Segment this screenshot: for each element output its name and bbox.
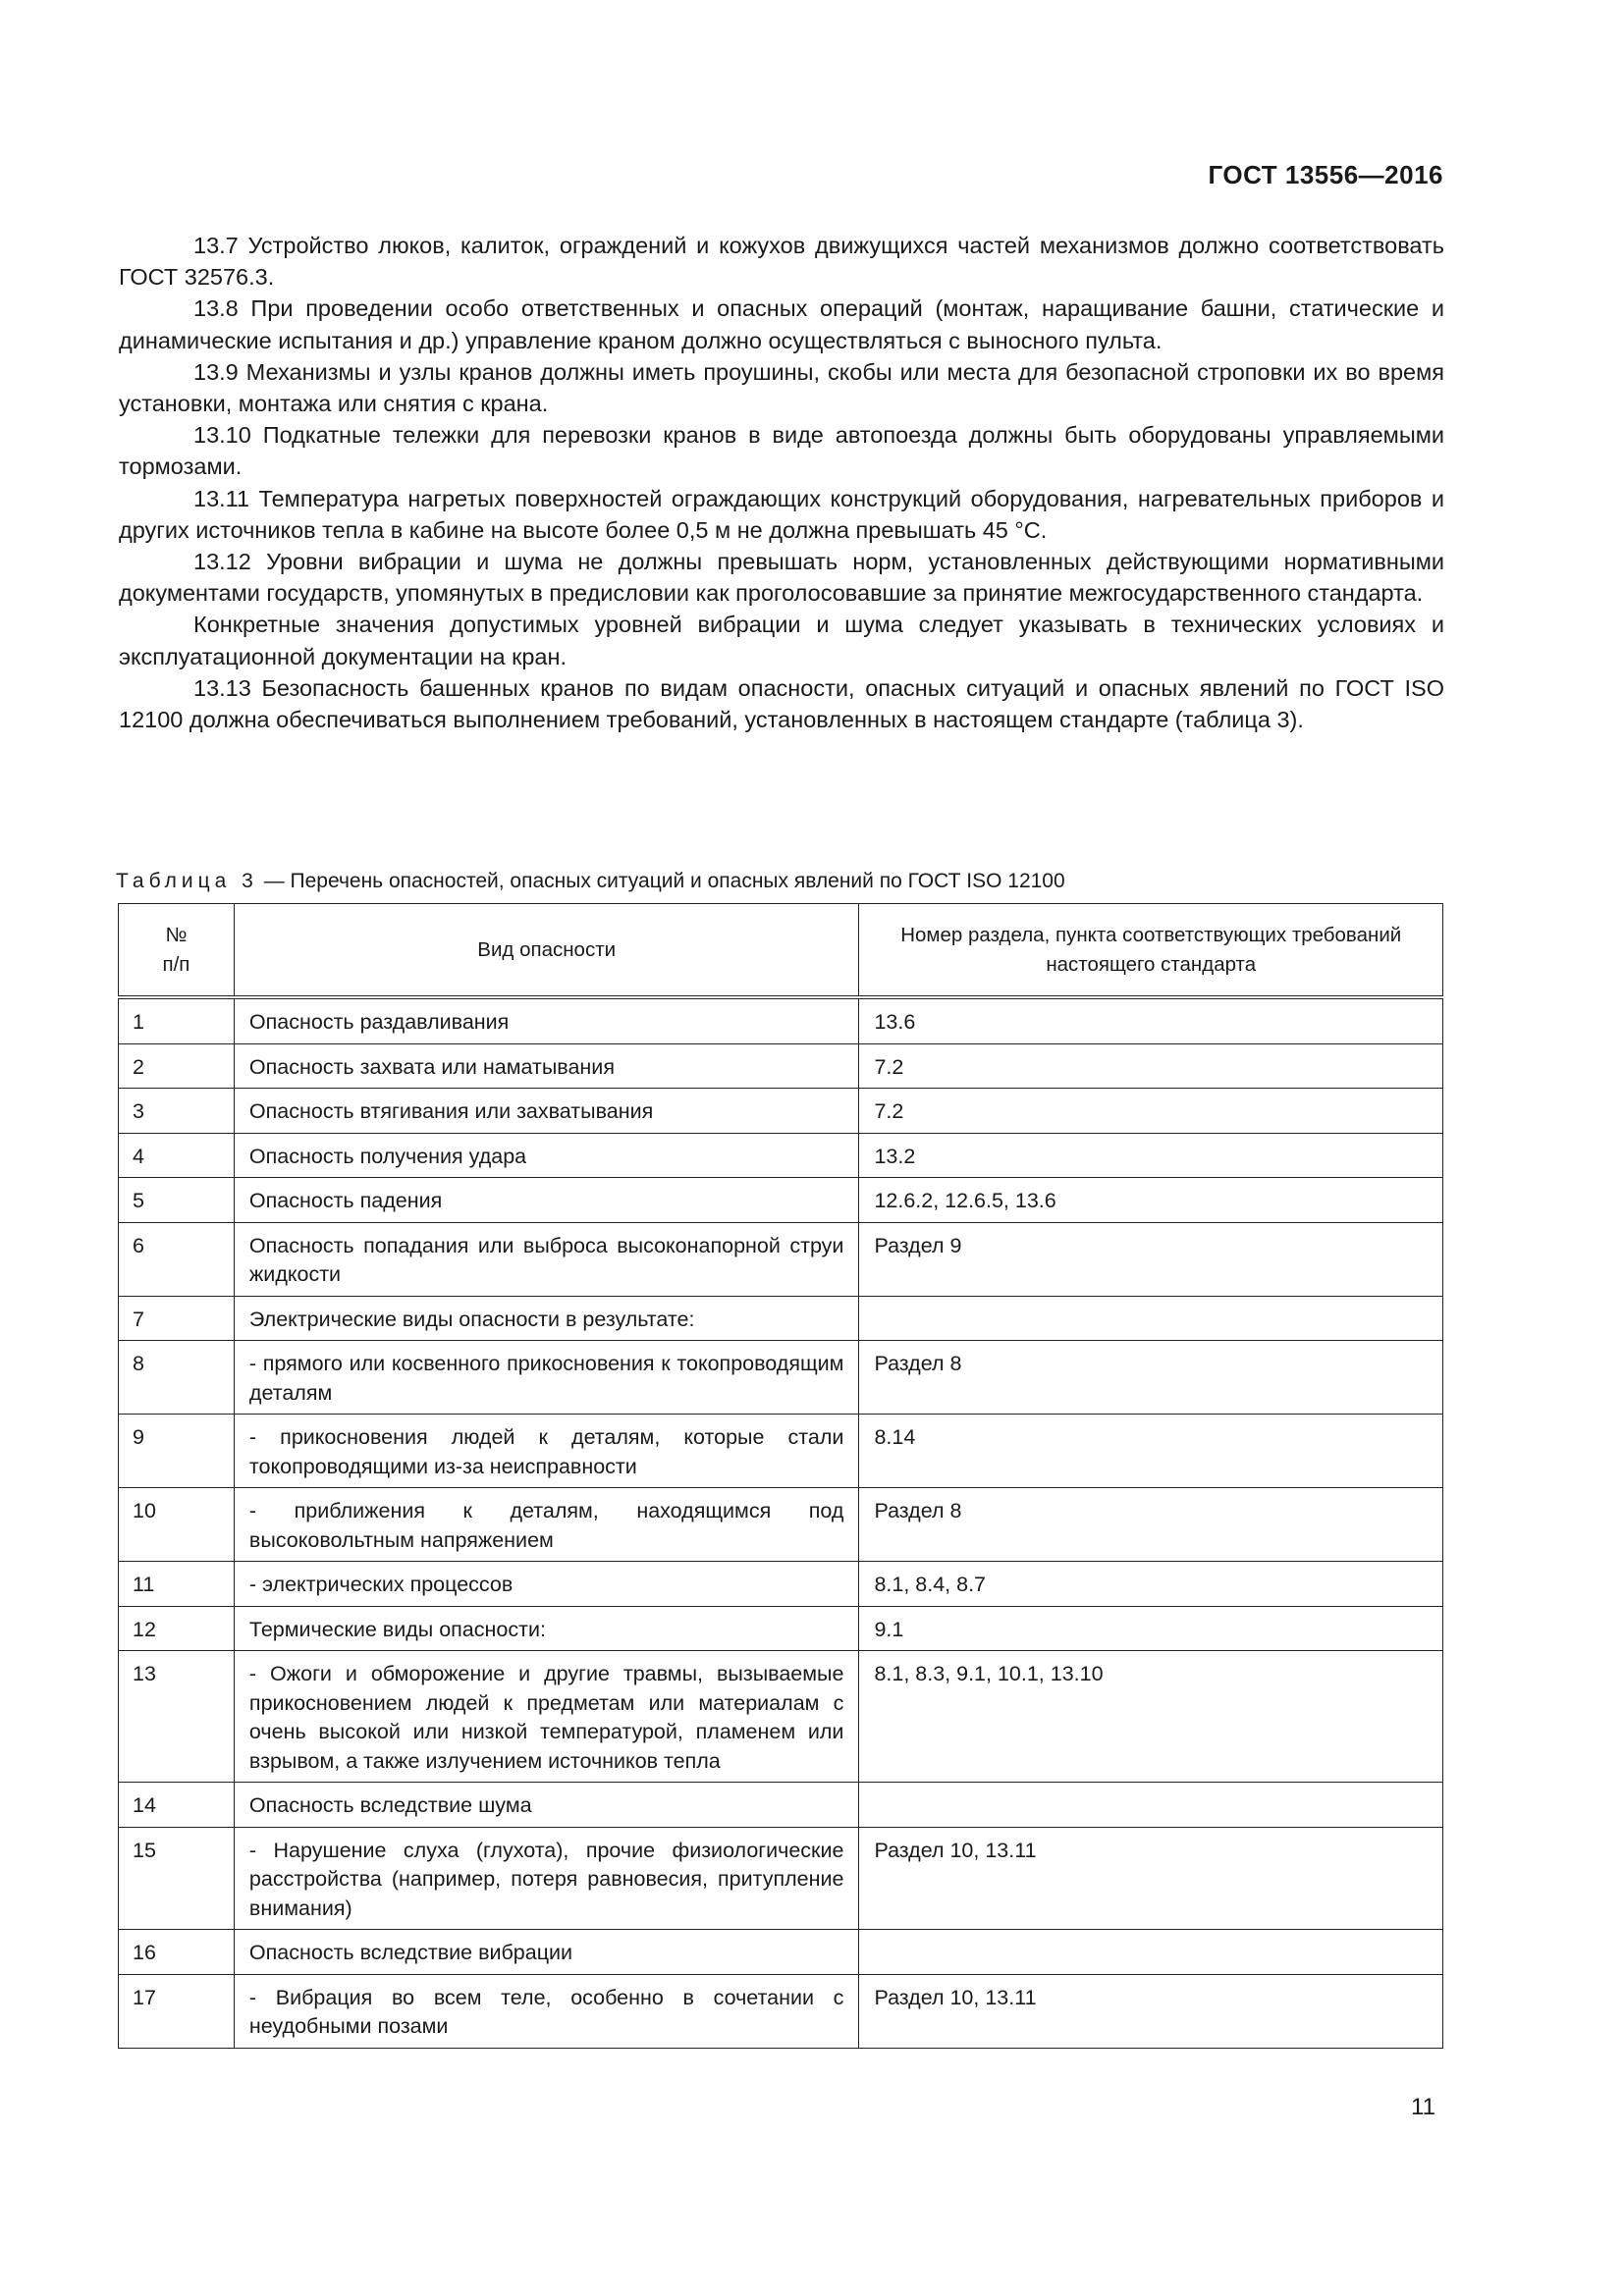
table-row: [119, 1783, 1443, 1828]
row-hazard: Опасность раздавливания: [234, 997, 859, 1043]
page-number: 11: [1411, 2094, 1435, 2120]
row-section: Раздел 10, 13.11: [859, 1827, 1443, 1930]
table-caption-label: Таблица 3: [116, 870, 258, 892]
table-row: [119, 1930, 1443, 1975]
row-num: 9: [119, 1415, 235, 1488]
header-section-line1: Номер раздела, пункта соответствующих требований: [900, 924, 1402, 946]
row-hazard: - приближения к деталям, находящимся под высоковольтным напряжением: [234, 1488, 859, 1562]
row-hazard: Термические виды опасности:: [234, 1606, 859, 1651]
row-num: 2: [119, 1043, 235, 1089]
table-header-row: [119, 904, 1443, 998]
table-row: [119, 997, 1443, 1043]
paragraph-13-7: 13.7 Устройство люков, калиток, ограждений и кожухов движущихся частей механизмов должно соответствовать ГОСТ 32576.3.: [119, 233, 1444, 291]
table-row: [119, 1089, 1443, 1134]
standard-code-header: ГОСТ 13556—2016: [1208, 160, 1443, 189]
table-caption: [116, 868, 1065, 895]
row-hazard: - электрических процессов: [234, 1562, 859, 1607]
row-section: 7.2: [859, 1089, 1443, 1134]
table-row: [119, 1222, 1443, 1296]
paragraph-13-10: 13.10 Подкатные тележки для перевозки кранов в виде автопоезда должны быть оборудованы управляемыми тормозами.: [119, 422, 1444, 480]
row-num: 4: [119, 1133, 235, 1178]
row-num: 15: [119, 1827, 235, 1930]
row-num: 7: [119, 1296, 235, 1341]
hazards-table: [118, 903, 1443, 2049]
row-num: 3: [119, 1089, 235, 1134]
row-hazard: Опасность попадания или выброса высоконапорной струи жидкости: [234, 1222, 859, 1296]
row-hazard: - Вибрация во всем теле, особенно в сочетании с неудобными позами: [234, 1974, 859, 2048]
table-row: [119, 1562, 1443, 1607]
row-num: 17: [119, 1974, 235, 2048]
table-row: [119, 1488, 1443, 1562]
row-section: Раздел 10, 13.11: [859, 1974, 1443, 2048]
row-section: [859, 1296, 1443, 1341]
table-row: [119, 1827, 1443, 1930]
row-num: 8: [119, 1341, 235, 1415]
row-num: 5: [119, 1178, 235, 1223]
row-hazard: Опасность падения: [234, 1178, 859, 1223]
row-section: 8.1, 8.3, 9.1, 10.1, 13.10: [859, 1651, 1443, 1783]
row-section: [859, 1930, 1443, 1975]
table-row: [119, 1133, 1443, 1178]
row-hazard: - Нарушение слуха (глухота), прочие физиологические расстройства (например, потеря равновесия, притупление внимания): [234, 1827, 859, 1930]
row-section: 9.1: [859, 1606, 1443, 1651]
row-num: 13: [119, 1651, 235, 1783]
table-row: [119, 1974, 1443, 2048]
table-caption-text: — Перечень опасностей, опасных ситуаций и опасных явлений по ГОСТ ISO 12100: [257, 870, 1065, 892]
header-num-line2: п/п: [162, 952, 190, 976]
row-hazard: Опасность втягивания или захватывания: [234, 1089, 859, 1134]
row-num: 12: [119, 1606, 235, 1651]
table-row: [119, 1178, 1443, 1223]
paragraph-13-13: 13.13 Безопасность башенных кранов по видам опасности, опасных ситуаций и опасных явлений по ГОСТ ISO 12100 должна обеспечиваться выполнением требований, установленных в настоящем стандарте (таблица 3).: [119, 674, 1444, 733]
row-section: Раздел 8: [859, 1341, 1443, 1415]
row-num: 16: [119, 1930, 235, 1975]
row-section: Раздел 9: [859, 1222, 1443, 1296]
table-row: [119, 1651, 1443, 1783]
row-section: 8.14: [859, 1415, 1443, 1488]
row-hazard: - Ожоги и обморожение и другие травмы, вызываемые прикосновением людей к предметам или материалам с очень высокой или низкой температурой, пламенем или взрывом, а также излучением источников тепла: [234, 1651, 859, 1783]
row-hazard: Опасность получения удара: [234, 1133, 859, 1178]
row-hazard: Электрические виды опасности в результате:: [234, 1296, 859, 1341]
table-row: [119, 1341, 1443, 1415]
row-hazard: Опасность вследствие шума: [234, 1783, 859, 1828]
table-row: [119, 1606, 1443, 1651]
body-text: [119, 230, 1444, 735]
row-num: 11: [119, 1562, 235, 1607]
row-hazard: - прямого или косвенного прикосновения к токопроводящим деталям: [234, 1341, 859, 1415]
row-hazard: Опасность вследствие вибрации: [234, 1930, 859, 1975]
row-num: 14: [119, 1783, 235, 1828]
header-hazard: Вид опасности: [234, 904, 859, 998]
row-num: 10: [119, 1488, 235, 1562]
row-section: 13.6: [859, 997, 1443, 1043]
table-row: [119, 1296, 1443, 1341]
paragraph-13-12: 13.12 Уровни вибрации и шума не должны превышать норм, установленных действующими нормативными документами государств, упомянутых в предисловии как проголосовавшие за принятие межгосударственного стандарта.: [119, 549, 1444, 607]
row-num: 1: [119, 997, 235, 1043]
paragraph-13-9: 13.9 Механизмы и узлы кранов должны иметь проушины, скобы или места для безопасной строповки их во время установки, монтажа или снятия с крана.: [119, 358, 1444, 417]
header-section-line2: настоящего стандарта: [1046, 952, 1257, 976]
paragraph-13-8: 13.8 При проведении особо ответственных и опасных операций (монтаж, наращивание башни, статические и динамические испытания и др.) управление краном должно осуществляться с выносного пульта.: [119, 295, 1444, 353]
paragraph-13-11: 13.11 Температура нагретых поверхностей ограждающих конструкций оборудования, нагревательных приборов и других источников тепла в кабине на высоте более 0,5 м не должна превышать 45 °С.: [119, 485, 1444, 543]
paragraph-13-12-note: Конкретные значения допустимых уровней вибрации и шума следует указывать в технических условиях и эксплуатационной документации на кран.: [119, 612, 1444, 669]
table-row: [119, 1415, 1443, 1488]
row-hazard: - прикосновения людей к деталям, которые стали токопроводящими из-за неисправности: [234, 1415, 859, 1488]
header-num: [119, 904, 235, 998]
row-section: 12.6.2, 12.6.5, 13.6: [859, 1178, 1443, 1223]
row-section: 13.2: [859, 1133, 1443, 1178]
row-section: 7.2: [859, 1043, 1443, 1089]
header-section: [859, 904, 1443, 998]
row-hazard: Опасность захвата или наматывания: [234, 1043, 859, 1089]
row-section: [859, 1783, 1443, 1828]
header-num-line1: №: [165, 924, 188, 946]
table-row: [119, 1043, 1443, 1089]
row-num: 6: [119, 1222, 235, 1296]
row-section: 8.1, 8.4, 8.7: [859, 1562, 1443, 1607]
row-section: Раздел 8: [859, 1488, 1443, 1562]
